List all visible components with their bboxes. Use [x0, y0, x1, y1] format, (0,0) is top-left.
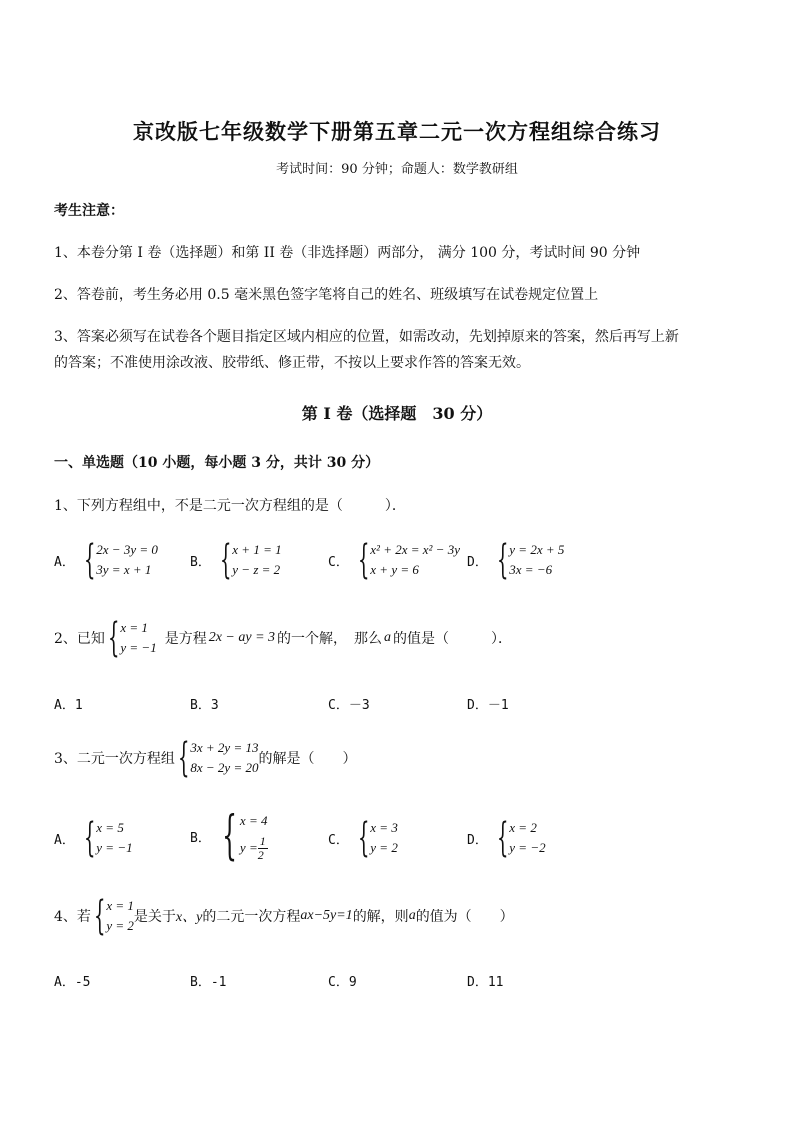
equation: x² + 2x = x² − 3y — [370, 542, 460, 557]
q1-option-a[interactable] — [54, 537, 158, 583]
equation-system — [81, 815, 133, 861]
variable: a — [408, 908, 416, 923]
stem-text: 是方程 — [164, 631, 207, 647]
brace-icon: { — [496, 537, 509, 583]
fraction-numerator: 1 — [259, 833, 266, 848]
option-label: A． — [54, 554, 75, 570]
q1-option-b[interactable] — [190, 537, 282, 583]
equation-system — [105, 615, 157, 661]
brace-icon: { — [83, 537, 96, 583]
equation: y = 2 — [106, 918, 134, 933]
section-title: 第 I 卷（选择题 30 分） — [301, 404, 493, 423]
equation: 3x + 2y = 13 — [190, 740, 259, 755]
equation: 2x − ay = 3 — [208, 630, 276, 645]
equation: y − z = 2 — [232, 562, 281, 577]
equation: x = 1 — [120, 620, 148, 635]
q4-option-d[interactable]: D．11 — [467, 975, 504, 990]
fraction — [258, 835, 268, 862]
q3-option-a[interactable] — [54, 815, 133, 861]
variables: x、y — [175, 910, 203, 925]
equation: x + y = 6 — [370, 562, 419, 577]
option-label: B． — [190, 554, 211, 570]
brace-icon: { — [221, 806, 237, 866]
stem-text: 的值为（ ） — [415, 909, 514, 925]
stem-text: 是关于 — [133, 909, 176, 925]
option-label: C． — [328, 832, 349, 848]
question-1-stem: 1、下列方程组中，不是二元一次方程组的是（ ）． — [54, 498, 406, 514]
q1-option-d[interactable] — [467, 537, 565, 583]
equation-system — [91, 893, 134, 939]
option-label: D． — [467, 832, 488, 848]
q4-option-b[interactable]: B．-1 — [190, 975, 227, 990]
q2-option-c[interactable]: C．－3 — [328, 698, 370, 713]
q3-option-c[interactable] — [328, 815, 398, 861]
exam-title: 京改版七年级数学下册第五章二元一次方程组综合练习 — [133, 119, 661, 144]
notice-item-1: 1、本卷分第 I 卷（选择题）和第 II 卷（非选择题）两部分， 满分 100 分，考试时间 90 分钟 — [54, 245, 641, 261]
equation: y = 2x + 5 — [509, 542, 565, 557]
equation: 3y = x + 1 — [96, 562, 152, 577]
stem-text: 2、已知 — [54, 631, 105, 647]
equation: 3x = −6 — [509, 562, 553, 577]
brace-icon: { — [357, 537, 370, 583]
stem-text: 3、二元一次方程组 — [54, 751, 175, 767]
equation: 2x − 3y = 0 — [96, 542, 158, 557]
stem-text: 的值是（ ）． — [393, 631, 513, 647]
brace-icon: { — [177, 735, 190, 781]
equation-system — [494, 815, 546, 861]
fraction-denominator: 2 — [257, 847, 264, 862]
q2-option-b[interactable]: B．3 — [190, 698, 219, 713]
brace-icon: { — [357, 815, 370, 861]
stem-text: 的解，则 — [352, 909, 409, 925]
brace-icon: { — [219, 537, 232, 583]
q3-option-d[interactable] — [467, 815, 546, 861]
stem-text: 的一个解， 那么 — [277, 631, 383, 647]
equation-system — [81, 537, 158, 583]
notice-item-2: 2、答卷前，考生务必用 0.5 毫米黑色签字笔将自己的姓名、班级填写在试卷规定位置上 — [54, 287, 599, 303]
stem-text: 的解是（ ） — [258, 751, 357, 767]
notice-item-3-cont: 的答案；不准使用涂改液、胶带纸、修正带，不按以上要求作答的答案无效。 — [54, 355, 530, 371]
q2-option-a[interactable]: A．1 — [54, 698, 83, 713]
equation: y = −1 — [120, 640, 157, 655]
q3-option-b[interactable] — [190, 806, 268, 866]
equation-system — [355, 815, 398, 861]
equation: x = 2 — [509, 820, 537, 835]
equation: y = −1 — [96, 840, 133, 855]
question-4-stem — [54, 893, 514, 939]
equation: x = 4 — [239, 812, 268, 828]
equation-system — [217, 806, 268, 866]
option-label: C． — [328, 554, 349, 570]
option-label: B． — [190, 830, 211, 846]
equation: x = 3 — [370, 820, 398, 835]
equation: x + 1 = 1 — [232, 542, 282, 557]
equation: x = 1 — [106, 898, 134, 913]
option-label: A． — [54, 832, 75, 848]
part-title: 一、单选题（10 小题，每小题 3 分，共计 30 分） — [54, 455, 380, 471]
notice-item-3: 3、答案必须写在试卷各个题目指定区域内相应的位置，如需改动，先划掉原来的答案，然后再写上新 — [54, 329, 679, 345]
brace-icon: { — [83, 815, 96, 861]
equation-system — [217, 537, 282, 583]
equation: ax−5y=1 — [300, 908, 353, 923]
brace-icon: { — [496, 815, 509, 861]
stem-text: 的二元一次方程 — [202, 909, 301, 925]
equation-system — [175, 735, 259, 781]
question-3-stem — [54, 735, 357, 781]
equation: 8x − 2y = 20 — [190, 760, 259, 775]
equation: y = −2 — [509, 840, 546, 855]
exam-subtitle: 考试时间：90 分钟；命题人：数学教研组 — [276, 162, 518, 177]
equation: y = 2 — [370, 840, 398, 855]
q1-option-c[interactable] — [328, 537, 460, 583]
equation: x = 5 — [96, 820, 124, 835]
question-2-stem — [54, 615, 513, 661]
q2-option-d[interactable]: D．－1 — [467, 698, 509, 713]
equation-system — [494, 537, 565, 583]
notice-heading: 考生注意： — [54, 203, 124, 219]
option-label: D． — [467, 554, 488, 570]
q4-option-c[interactable]: C．9 — [328, 975, 357, 990]
q4-option-a[interactable]: A．-5 — [54, 975, 91, 990]
stem-text: 4、若 — [54, 909, 91, 925]
brace-icon: { — [107, 615, 120, 661]
equation: y = — [239, 840, 258, 855]
variable: a — [384, 630, 392, 645]
equation-system — [355, 537, 460, 583]
brace-icon: { — [93, 893, 106, 939]
